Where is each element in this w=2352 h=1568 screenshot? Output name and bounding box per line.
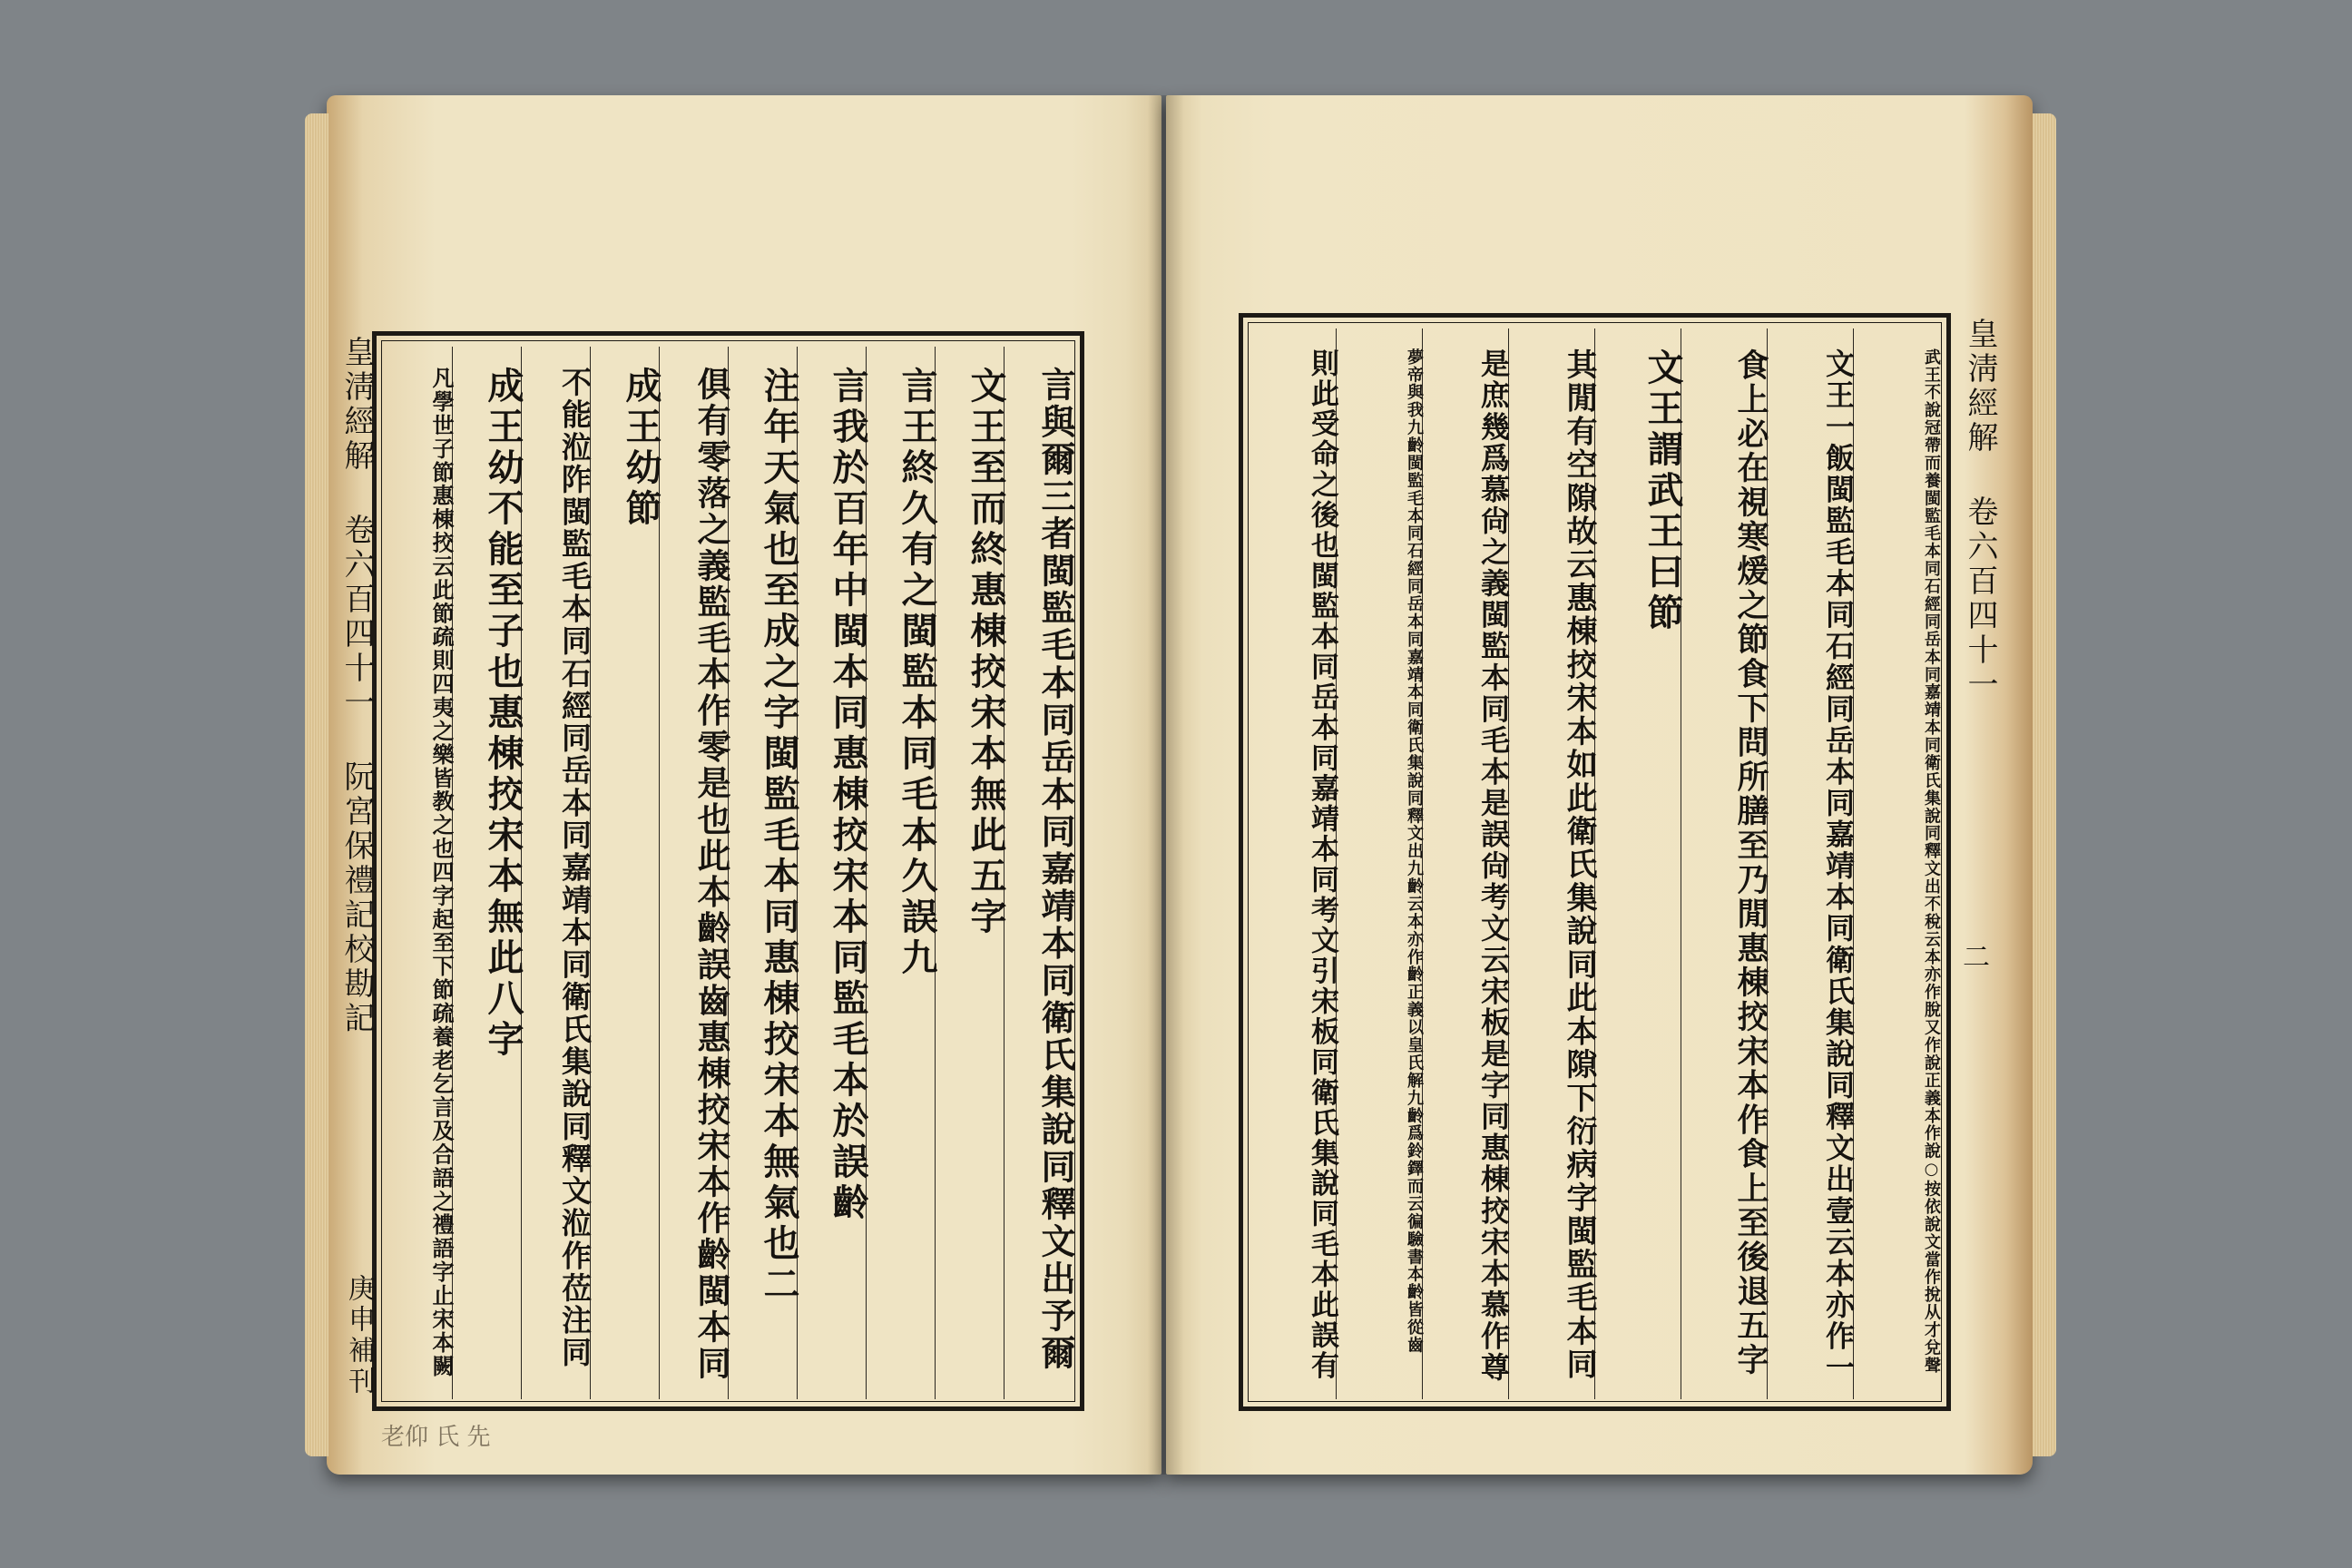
right-column <box>1422 328 1511 1399</box>
left-column <box>728 347 800 1399</box>
left-gutter-title: 皇淸經解 卷六百四十一 阮宮保禮記校勘記 <box>338 336 375 1036</box>
left-column-text: 文王至而終惠棟挍宋本無此五字 <box>965 367 1007 938</box>
right-column-text: 文王謂武王曰節 <box>1642 348 1684 634</box>
left-page-edges <box>305 113 328 1456</box>
right-column <box>1594 328 1684 1399</box>
left-column-text: 俱有零落之義監毛本作零是也此本齡誤齒惠棟挍宋本作齡閩本同 <box>691 367 731 1382</box>
left-page <box>327 95 1161 1475</box>
left-page-columns <box>384 347 1076 1399</box>
left-column-text: 注年天氣也至成之字閩監毛本同惠棟挍宋本無氣也二 <box>758 367 800 1306</box>
right-column-text: 武王不說冠帶而養閩監毛本同石經同岳本同嘉靖本同衛氏集說同釋文出不稅云本亦作脫又作說正義本作說○按依說文當作挩从才兌聲 <box>1922 348 1941 1375</box>
right-page <box>1166 95 2033 1475</box>
right-column-text: 夢帝與我九齡閩監毛本同石經同岳本同嘉靖本同衛氏集說同釋文出九齡云本亦作齡正義以皇氏解九齡爲鈴鐸而云徧驗書本齡皆從齒 <box>1405 348 1424 1355</box>
left-column-text: 言與爾三者閩監毛本同岳本同嘉靖本同衛氏集說同釋文出予爾 <box>1035 367 1076 1373</box>
left-column <box>1004 347 1076 1399</box>
left-column <box>935 347 1007 1399</box>
right-column <box>1853 328 1939 1399</box>
left-column <box>659 347 731 1399</box>
right-page-gutter <box>1957 318 1998 1406</box>
left-column <box>384 347 455 1399</box>
right-column <box>1336 328 1422 1399</box>
open-book <box>327 95 2033 1493</box>
right-page-frame <box>1239 313 1951 1411</box>
page-folio: 二 <box>1963 942 1990 974</box>
left-column <box>590 347 662 1399</box>
right-column-text: 則此受命之後也閩監本同岳本同嘉靖本同考文引宋板同衛氏集說同毛本此誤有 <box>1306 348 1338 1382</box>
right-column <box>1681 328 1767 1399</box>
left-column <box>452 347 524 1399</box>
book-spine <box>1148 95 1184 1475</box>
right-column-text: 是庶幾爲慕尙之義閩監本同毛本是誤尙考文云宋板是字同惠棟挍宋本慕作尊 <box>1476 348 1511 1384</box>
right-column-text: 其閒有空隙故云惠棟挍宋本如此衛氏集說同此本隙下衍病字閩監毛本同 <box>1561 348 1597 1382</box>
left-column-text: 言我於百年中閩本同惠棟挍宋本同監毛本於誤齡 <box>827 367 869 1224</box>
right-column <box>1508 328 1597 1399</box>
right-column <box>1767 328 1856 1399</box>
left-column-text: 成王幼不能至子也惠棟挍宋本無此八字 <box>482 367 524 1061</box>
right-gutter-title: 皇淸經解 卷六百四十一 <box>1962 318 1998 702</box>
left-page-gutter <box>334 336 375 1406</box>
right-column-text: 食上必在視寒煖之節食下問所膳至乃閒惠棟挍宋本作食上至後退五字 <box>1732 348 1769 1377</box>
left-column <box>797 347 869 1399</box>
left-column-text: 凡學世子節惠棟挍云此節疏則四夷之樂皆教之也四字起至下節疏養老乞言及合語之禮語字止宋本闕 <box>428 367 455 1378</box>
left-column <box>866 347 938 1399</box>
left-column-text: 成王幼節 <box>620 367 662 530</box>
left-column <box>521 347 593 1399</box>
margin-handwriting: 老仰 氏 先 <box>381 1424 491 1451</box>
left-page-frame <box>372 331 1084 1411</box>
right-page-edges <box>2033 113 2056 1456</box>
left-column-text: 言王終久有之閩監本同毛本久誤九 <box>896 367 938 979</box>
right-page-columns <box>1250 328 1939 1399</box>
right-column <box>1250 328 1336 1399</box>
left-column-text: 不能涖阼閩監毛本同石經同岳本同嘉靖本同衛氏集說同釋文涖作莅注同 <box>557 367 593 1369</box>
left-gutter-footer: 庚申補刊 <box>343 1274 375 1397</box>
right-column-text: 文王一飯閩監毛本同石經同岳本同嘉靖本同衛氏集說同釋文出壹云本亦作一 <box>1821 348 1856 1384</box>
